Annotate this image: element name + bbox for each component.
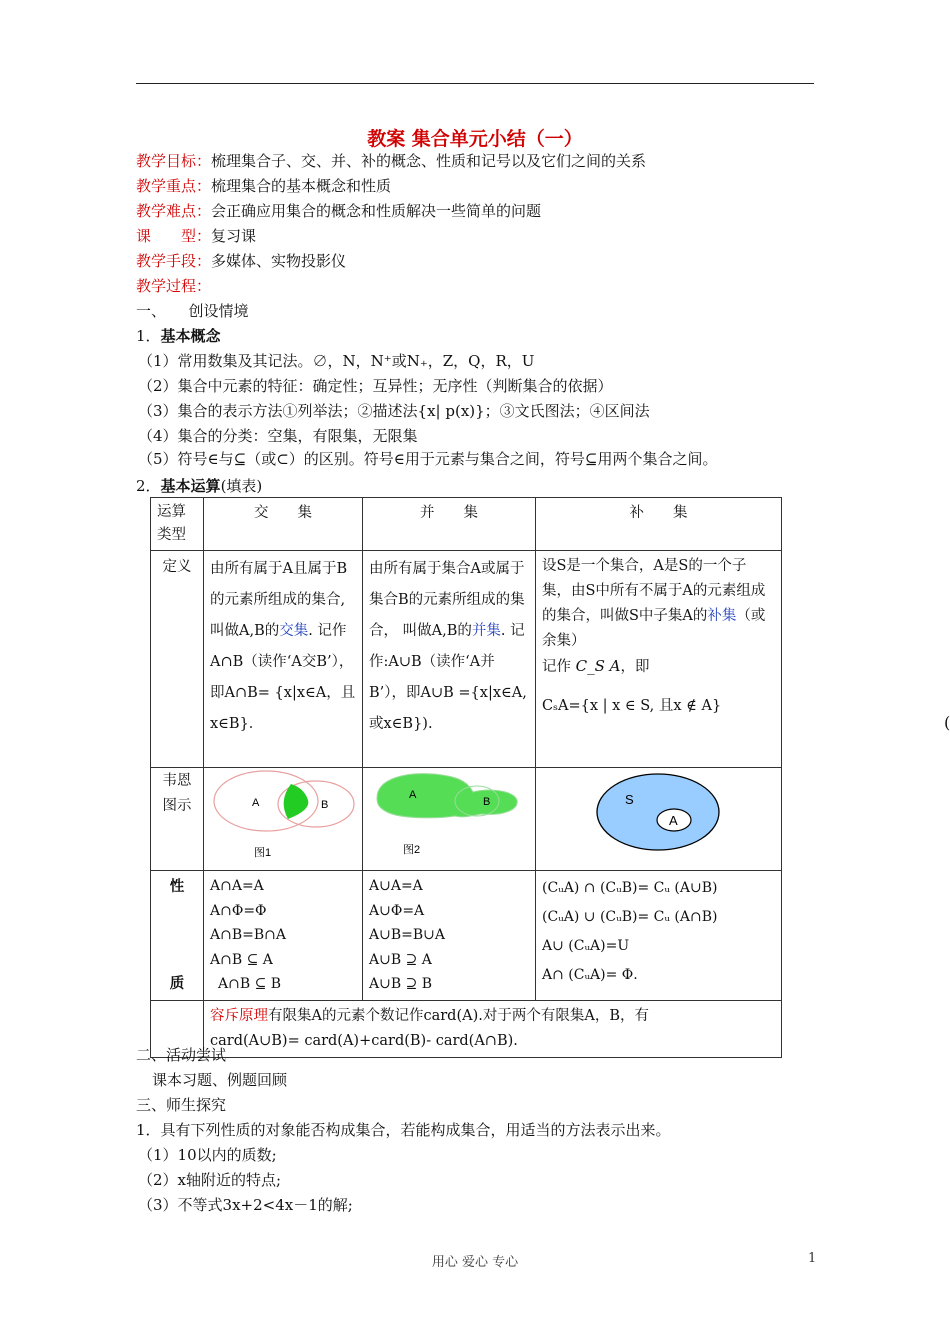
page-number: 1 [808, 1251, 817, 1266]
property-label-bottom: 质 [169, 976, 185, 992]
venn-label-a: A [409, 789, 417, 801]
concept-3: （3）集合的表示方法①列举法；②描述法{x| p(x)}；③文氏图法；④区间法 [138, 402, 650, 420]
property-item: A∪Φ=A [369, 902, 425, 919]
intersection-def-text-2: . 记作A∩B（读作‘A交B’），即A∩B= {x|x∈A，且x∈B}． [210, 623, 356, 732]
header-complement: 补 集 [536, 498, 782, 551]
section-3-heading: 三、师生探究 [136, 1096, 227, 1114]
complement-term: 补集 [707, 608, 737, 624]
meta-focus [136, 176, 391, 196]
basic-concept-heading [136, 326, 221, 346]
table-property-row [151, 871, 782, 1001]
section-2-heading: 二、活动尝试 [136, 1046, 227, 1064]
heading-number: 2． [136, 477, 161, 495]
complement-notation-symbol: C_S A [575, 657, 621, 675]
header-intersection: 交 集 [204, 498, 363, 551]
complement-definition [536, 551, 782, 768]
venn-caption: 图1 [254, 847, 272, 859]
concept-4: （4）集合的分类：空集，有限集，无限集 [138, 427, 418, 445]
property-item: A∩ (CᵤA)= Φ. [542, 967, 638, 983]
property-item: A∩Φ=Φ [210, 902, 267, 919]
inclusion-formula: card(A∪B)= card(A)+card(B)- card(A∩B). [210, 1032, 518, 1049]
page-footer: 用心 爱心 专心 [431, 1255, 519, 1270]
section-2-body: 课本习题、例题回顾 [152, 1071, 288, 1089]
concept-5: （5）符号∈与⊆（或⊂）的区别。符号∈用于元素与集合之间，符号⊆用两个集合之间。 [138, 450, 718, 468]
question-1-item: （1）10以内的质数; [138, 1146, 277, 1164]
side-mark: ( [944, 713, 950, 732]
meta-label: 教学重点： [136, 177, 212, 195]
venn-caption: 图2 [403, 844, 421, 856]
operations-table [150, 497, 782, 1058]
venn-label-s: S [625, 792, 634, 807]
complement-def-text: 设S是一个集合，A是S的一个子集，由S中所有不属于A的元素组成的集合，叫做S中子集A的 [542, 558, 766, 624]
venn-label: 韦恩图示 [151, 768, 204, 871]
union-term: 并集 [471, 623, 501, 639]
meta-label: 教学手段： [136, 252, 212, 270]
venn-label-b: B [321, 799, 329, 811]
property-item: (CᵤA) ∪ (CᵤB)= Cᵤ (A∩B) [542, 909, 718, 925]
inclusion-text: 有限集A的元素个数记作card(A).对于两个有限集A，B，有 [268, 1007, 649, 1024]
venn-label-a: A [252, 797, 260, 809]
meta-value: 会正确应用集合的概念和性质解决一些简单的问题 [211, 202, 542, 220]
header-union: 并 集 [363, 498, 536, 551]
question-1-item: （2）x轴附近的特点; [138, 1171, 282, 1189]
concept-2: （2）集合中元素的特征：确定性；互异性；无序性（判断集合的依据） [138, 377, 613, 395]
property-label [151, 871, 204, 1001]
question-1: 1．具有下列性质的对象能否构成集合，若能构成集合，用适当的方法表示出来。 [136, 1121, 671, 1139]
heading-text: 基本概念 [160, 327, 221, 345]
intersection-properties [204, 871, 363, 1001]
heading-text: 基本运算 [160, 477, 221, 495]
top-rule [136, 83, 814, 84]
venn-intersection-cell [204, 768, 363, 871]
complement-def-text-2: （或余集） [542, 608, 766, 649]
complement-formula: CₛA={x | x ∈ S, 且x ∉ A} [542, 698, 722, 714]
intersection-definition [204, 551, 363, 768]
table-venn-row [151, 768, 782, 871]
complement-properties [536, 871, 782, 1001]
venn-label-a: A [669, 813, 678, 828]
meta-value: 复习课 [211, 227, 257, 245]
concept-1: （1）常用数集及其记法。∅，N，N⁺或N₊，Z，Q，R，U [138, 352, 535, 370]
venn-intersection-diagram [204, 768, 362, 866]
property-item: A∪B ⊇ A [369, 951, 432, 968]
union-definition [363, 551, 536, 768]
property-item: (CᵤA) ∩ (CᵤB)= Cᵤ (A∪B) [542, 880, 718, 896]
property-item: A∩B ⊆ B [218, 976, 282, 992]
venn-union-fill [377, 774, 517, 818]
section-1-heading: 一、 创设情境 [136, 302, 249, 320]
venn-union-diagram [363, 768, 535, 866]
header-type: 运算类型 [151, 498, 204, 551]
union-def-text-2: . 记作:A∪B（读作‘A并B’），即A∪B ={x|x∈A,或x∈B}). [369, 623, 527, 732]
meta-label: 教学过程： [136, 277, 212, 295]
inclusion-term: 容斥原理 [210, 1007, 268, 1024]
meta-process [136, 276, 211, 296]
heading-number: 1． [136, 327, 161, 345]
heading-suffix: (填表) [220, 477, 263, 495]
intersection-def-text: 由所有属于A且属于B的元素所组成的集合,叫做A,B的 [210, 561, 348, 639]
venn-complement-cell [536, 768, 782, 871]
property-label-top: 性 [169, 879, 185, 895]
meta-label: 教学难点： [136, 202, 212, 220]
meta-value: 多媒体、实物投影仪 [211, 252, 347, 270]
complement-notation-post: ，即 [620, 659, 650, 675]
union-def-text: 由所有属于集合A或属于集合B的元素所组成的集合， 叫做A,B的 [369, 561, 525, 639]
venn-union-cell [363, 768, 536, 871]
table-inclusion-row [151, 1000, 782, 1057]
property-item: A∪A=A [369, 878, 423, 894]
inclusion-exclusion [204, 1000, 782, 1057]
meta-means [136, 251, 346, 271]
property-item: A∩A=A [210, 878, 264, 894]
meta-value: 梳理集合子、交、并、补的概念、性质和记号以及它们之间的关系 [211, 152, 647, 170]
property-item: A∩B=B∩A [210, 927, 286, 943]
meta-label: 课 型： [136, 227, 212, 245]
meta-type [136, 226, 256, 246]
venn-universal-set [597, 774, 719, 850]
meta-value: 梳理集合的基本概念和性质 [211, 177, 392, 195]
meta-difficulty [136, 201, 541, 221]
property-item: A∪ (CᵤA)=U [542, 938, 630, 954]
property-item: A∩B ⊆ A [210, 951, 273, 968]
venn-label-b: B [483, 796, 491, 808]
definition-label: 定义 [151, 551, 204, 768]
venn-complement-diagram [536, 768, 781, 866]
page-title: 教案 集合单元小结（一） [367, 128, 583, 150]
property-item: A∪B=B∪A [369, 927, 445, 943]
table-definition-row [151, 551, 782, 768]
meta-label: 教学目标： [136, 152, 212, 170]
question-1-item: （3）不等式3x+2<4x－1的解; [138, 1196, 353, 1214]
complement-notation-pre: 记作 [542, 659, 571, 675]
property-item: A∪B ⊇ B [369, 976, 433, 992]
union-properties [363, 871, 536, 1001]
meta-goal [136, 151, 646, 171]
basic-op-heading [136, 476, 262, 496]
table-header-row [151, 498, 782, 551]
intersection-term: 交集 [279, 623, 309, 639]
